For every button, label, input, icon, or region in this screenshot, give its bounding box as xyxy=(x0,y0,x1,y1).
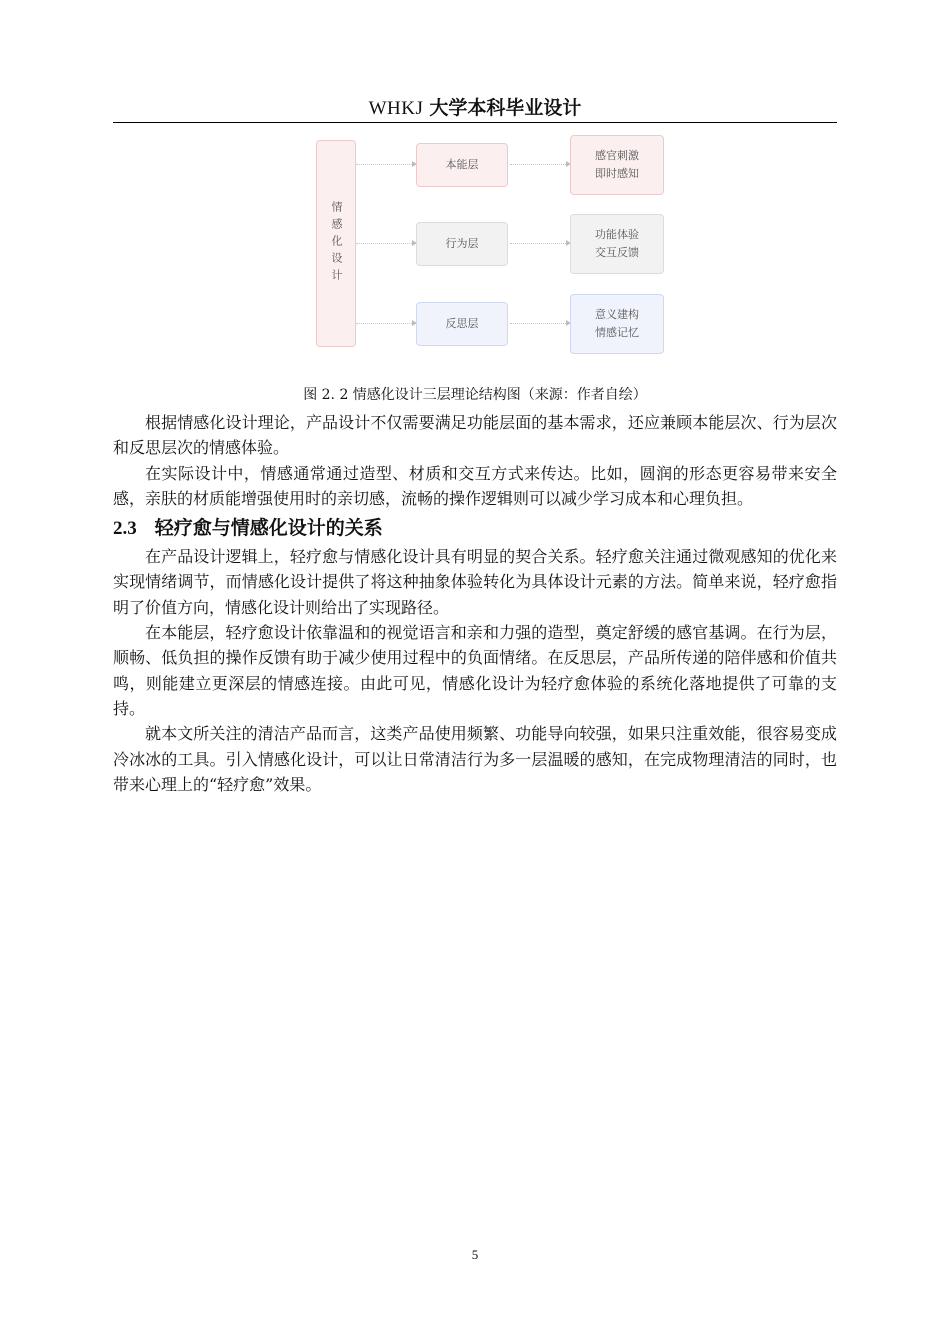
paragraph: 在产品设计逻辑上，轻疗愈与情感化设计具有明显的契合关系。轻疗愈关注通过微观感知的优化来实现情绪调节，而情感化设计提供了将这种抽象体验转化为具体设计元素的方法。简单来说，轻疗愈指明了价值方向，情感化设计则给出了实现路径。 xyxy=(113,547,837,617)
diagram-root-box xyxy=(316,140,356,347)
diagram-result-box xyxy=(570,214,664,274)
diagram-result-box xyxy=(570,135,664,195)
diagram-level-label: 反思层 xyxy=(445,317,479,330)
diagram-root-label: 情感化设计 xyxy=(330,201,343,286)
diagram-result-label: 感官刺激 即时感知 xyxy=(595,149,639,180)
section-number: 2.3 xyxy=(113,518,137,540)
diagram-level-box xyxy=(416,222,508,266)
paragraph: 就本文所关注的清洁产品而言，这类产品使用频繁、功能导向较强，如果只注重效能，很容易变成冷冰冰的工具。引入情感化设计，可以让日常清洁行为多一层温暖的感知，在完成物理清洁的同时，也带来心理上的“轻疗愈”效果。 xyxy=(113,724,837,794)
diagram-level-box xyxy=(416,143,508,187)
diagram-arrow xyxy=(356,243,414,244)
header-title: 大学本科毕业设计 xyxy=(429,97,582,119)
diagram-arrow xyxy=(510,323,568,324)
diagram-level-box xyxy=(416,302,508,346)
header-latin: WHKJ xyxy=(368,98,424,119)
body-text xyxy=(113,410,837,797)
section-title: 轻疗愈与情感化设计的关系 xyxy=(154,517,383,540)
figure-diagram xyxy=(300,128,680,364)
diagram-arrow xyxy=(356,323,414,324)
paragraph: 在本能层，轻疗愈设计依靠温和的视觉语言和亲和力强的造型，奠定舒缓的感官基调。在行为层，顺畅、低负担的操作反馈有助于减少使用过程中的负面情绪。在反思层，产品所传递的陪伴感和价值共鸣，则能建立更深层的情感连接。由此可见，情感化设计为轻疗愈体验的系统化落地提供了可靠的支持。 xyxy=(113,623,837,718)
diagram-arrow xyxy=(356,164,414,165)
diagram-result-label: 意义建构 情感记忆 xyxy=(595,308,639,339)
paragraph: 在实际设计中，情感通常通过造型、材质和交互方式来传达。比如，圆润的形态更容易带来安全感，亲肤的材质能增强使用时的亲切感，流畅的操作逻辑则可以减少学习成本和心理负担。 xyxy=(113,463,837,508)
section-heading xyxy=(113,513,837,544)
diagram-result-label: 功能体验 交互反馈 xyxy=(595,228,639,259)
header-rule xyxy=(113,122,837,123)
diagram-arrow xyxy=(510,243,568,244)
diagram-level-label: 本能层 xyxy=(445,158,479,171)
page-header xyxy=(113,94,837,122)
page-number: 5 xyxy=(471,1247,479,1262)
diagram-arrow xyxy=(510,164,568,165)
figure-caption: 图 2. 2 情感化设计三层理论结构图（来源：作者自绘） xyxy=(303,387,647,403)
diagram-level-label: 行为层 xyxy=(445,237,479,250)
diagram-result-box xyxy=(570,294,664,354)
paragraph: 根据情感化设计理论，产品设计不仅需要满足功能层面的基本需求，还应兼顾本能层次、行为层次和反思层次的情感体验。 xyxy=(113,413,837,458)
